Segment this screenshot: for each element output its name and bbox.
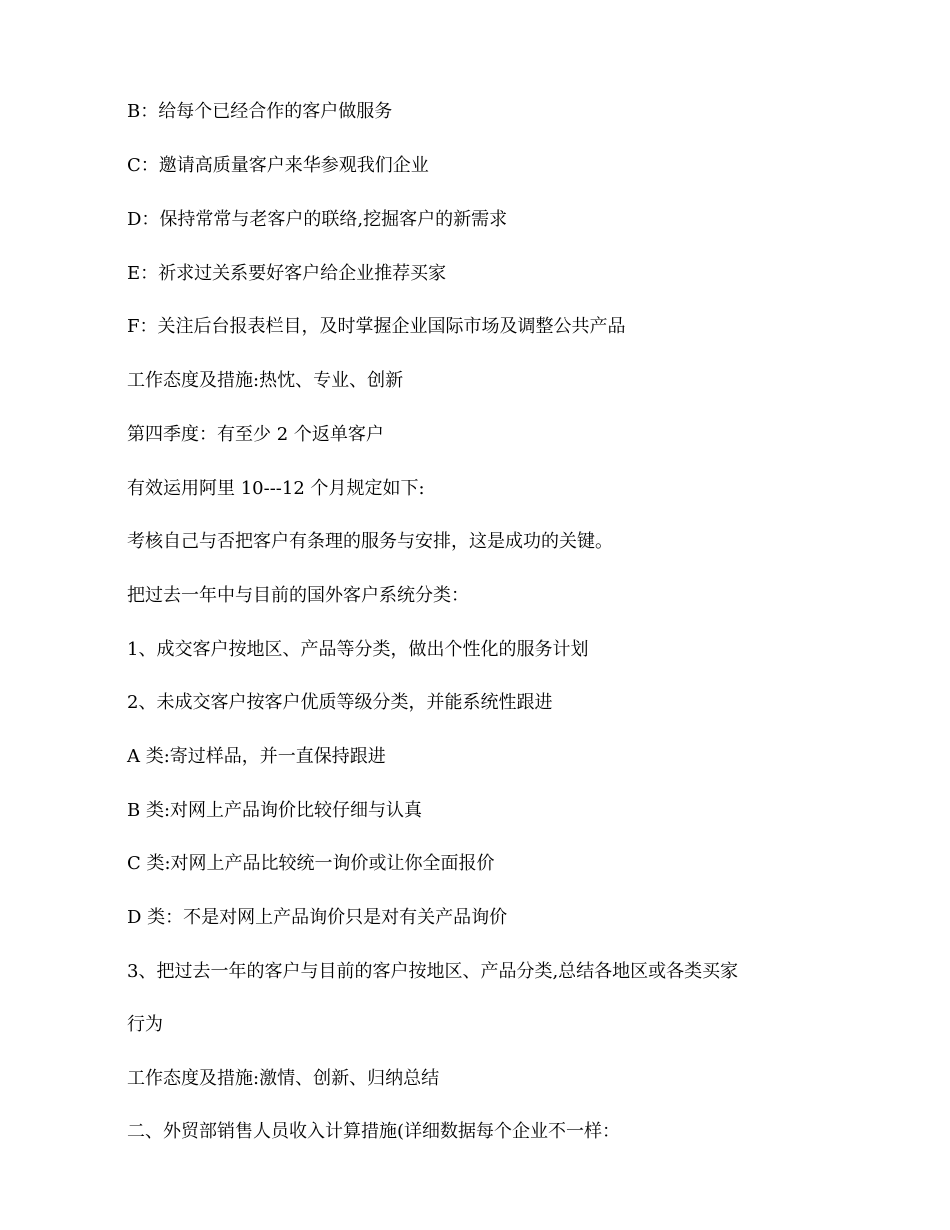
text-line-classification: 把过去一年中与目前的国外客户系统分类： [127,585,469,606]
text-line-class-b: B 类:对网上产品询价比较仔细与认真 [127,800,423,821]
text-line-referrals: E：祈求过关系要好客户给企业推荐买家 [127,263,447,284]
text-line-item-3: 3、把过去一年的客户与目前的客户按地区、产品分类,总结各地区或各类买家 [127,961,739,982]
text-line-class-d: D 类：不是对网上产品询价只是对有关产品询价 [127,907,508,928]
text-line-item-2: 2、未成交客户按客户优质等级分类，并能系统性跟进 [127,692,553,713]
text-line-service-existing-clients: B：给每个已经合作的客户做服务 [127,101,393,122]
text-line-item-3-cont: 行为 [127,1014,163,1035]
text-line-attitude-1: 工作态度及措施:热忱、专业、创新 [127,370,404,391]
text-line-keep-contact: D：保持常常与老客户的联络,挖掘客户的新需求 [127,209,508,230]
text-line-backend-reports: F：关注后台报表栏目，及时掌握企业国际市场及调整公共产品 [127,316,626,337]
text-line-assessment: 考核自己与否把客户有条理的服务与安排，这是成功的关键。 [127,531,613,552]
text-line-item-1: 1、成交客户按地区、产品等分类，做出个性化的服务计划 [127,639,589,660]
text-line-attitude-2: 工作态度及措施:激情、创新、归纳总结 [127,1068,440,1089]
text-line-invite-clients: C：邀请高质量客户来华参观我们企业 [127,155,429,176]
text-line-q4-goal: 第四季度：有至少 2 个返单客户 [127,424,384,445]
text-line-class-a: A 类:寄过样品，并一直保持跟进 [127,746,386,767]
text-line-section-two: 二、外贸部销售人员收入计算措施(详细数据每个企业不一样： [127,1121,621,1142]
text-line-alibaba-rules: 有效运用阿里 10---12 个月规定如下: [127,478,425,499]
text-line-class-c: C 类:对网上产品比较统一询价或让你全面报价 [127,853,495,874]
